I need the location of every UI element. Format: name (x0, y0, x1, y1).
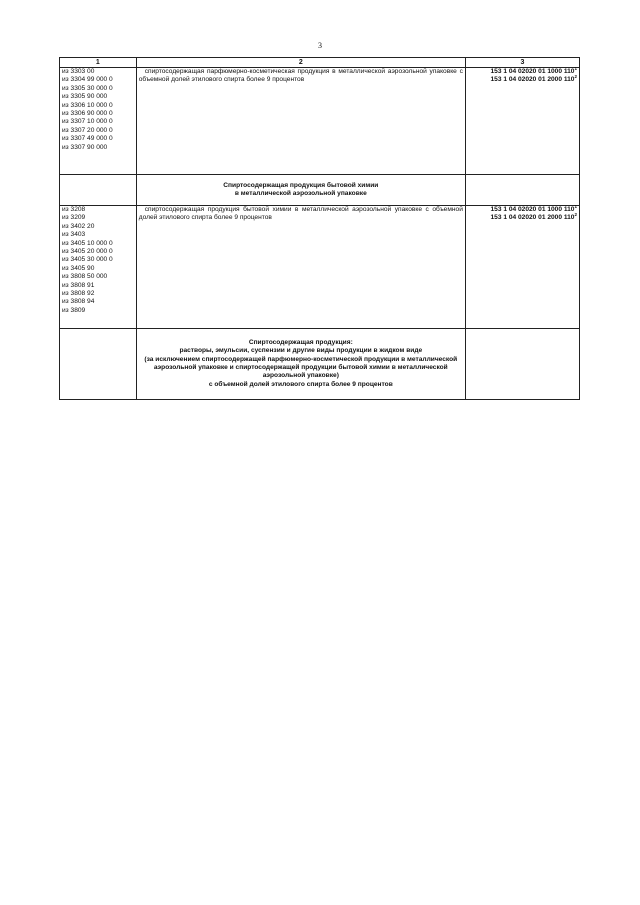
tn-ved-code: из 3306 90 000 0 (62, 110, 113, 118)
tn-ved-code: из 3405 90 (62, 264, 95, 272)
tn-ved-code: из 3403 (62, 231, 86, 239)
section-title: Спиртосодержащая продукция бытовой химии в металлической аэрозольной упаковке (136, 175, 465, 206)
column-header-2: 2 (136, 58, 465, 68)
kbk-codes-cell (465, 203, 579, 329)
section-title: Спиртосодержащая продукция: растворы, эмульсии, суспензии и другие виды продукции в жидком виде (за исключением спиртосодержащей парфюмерно-косметической продукции в металлической аэрозольной упаковке и спиртосодержащей продукции бытовой химии в металлической аэрозольной упаковке) с объемной долей этилового спирта более 9 процентов (136, 329, 465, 400)
tn-ved-code: из 3405 10 000 0 (62, 239, 113, 247)
tn-ved-code: из 3306 10 000 0 (62, 101, 113, 109)
tn-ved-code: из 3405 20 000 0 (62, 248, 113, 256)
kbk-code: 153 1 04 02020 01 1000 $110^1$ (490, 203, 577, 213)
budget-classification-table (59, 57, 580, 400)
tn-ved-code: из 3808 91 (62, 281, 95, 289)
tn-ved-code: из 3809 (62, 306, 86, 314)
tn-ved-code: из 3208 (62, 206, 86, 213)
footnote-marker: 1 (574, 65, 577, 71)
empty-cell (60, 175, 137, 206)
kbk-code: 153 1 04 02020 01 2000 $110^2$ (490, 74, 577, 84)
kbk-code: 153 1 04 02020 01 1000 $110^1$ (490, 65, 577, 75)
tn-ved-code: из 3307 20 000 0 (62, 126, 113, 134)
kbk-code: 153 1 04 02020 01 2000 $110^2$ (490, 212, 577, 222)
tn-ved-code: из 3209 (62, 214, 86, 222)
section-row (60, 329, 580, 400)
section-row (60, 175, 580, 206)
empty-cell (465, 329, 579, 400)
tn-ved-code: из 3307 49 000 0 (62, 135, 113, 143)
page-number: 3 (318, 41, 322, 50)
tn-ved-code: из 3304 99 000 0 (62, 76, 113, 84)
tn-ved-code: из 3307 10 000 0 (62, 118, 113, 126)
kbk-codes-cell (465, 65, 579, 175)
footnote-marker: 2 (574, 212, 577, 218)
tn-ved-code: из 3405 30 000 0 (62, 256, 113, 264)
tn-ved-code: из 3307 90 000 (62, 143, 108, 151)
product-description: спиртосодержащая продукция бытовой химии в металлической аэрозольной упаковке с объемной долей этилового спирта более 9 процентов (136, 206, 465, 329)
column-header-3: 3 (465, 58, 579, 68)
tn-ved-code: из 3402 20 (62, 222, 95, 230)
table-row (60, 68, 580, 175)
tn-ved-codes-cell (60, 206, 137, 329)
tn-ved-codes-cell (60, 68, 137, 175)
table-row (60, 206, 580, 329)
empty-cell (60, 329, 137, 400)
tn-ved-code: из 3808 94 (62, 298, 95, 306)
tn-ved-code: из 3808 50 000 (62, 273, 108, 281)
tn-ved-code: из 3303 00 (62, 68, 95, 75)
table-header-row (60, 58, 580, 68)
tn-ved-code: из 3808 92 (62, 290, 95, 298)
footnote-marker: 2 (574, 74, 577, 80)
tn-ved-code: из 3305 90 000 (62, 93, 108, 101)
product-description: спиртосодержащая парфюмерно-косметическая продукция в металлической аэрозольной упаковке с объемной долей этилового спирта более 9 процентов (136, 68, 465, 175)
column-header-1: 1 (60, 58, 137, 68)
tn-ved-code: из 3305 30 000 0 (62, 84, 113, 92)
empty-cell (465, 175, 579, 206)
footnote-marker: 1 (574, 203, 577, 209)
